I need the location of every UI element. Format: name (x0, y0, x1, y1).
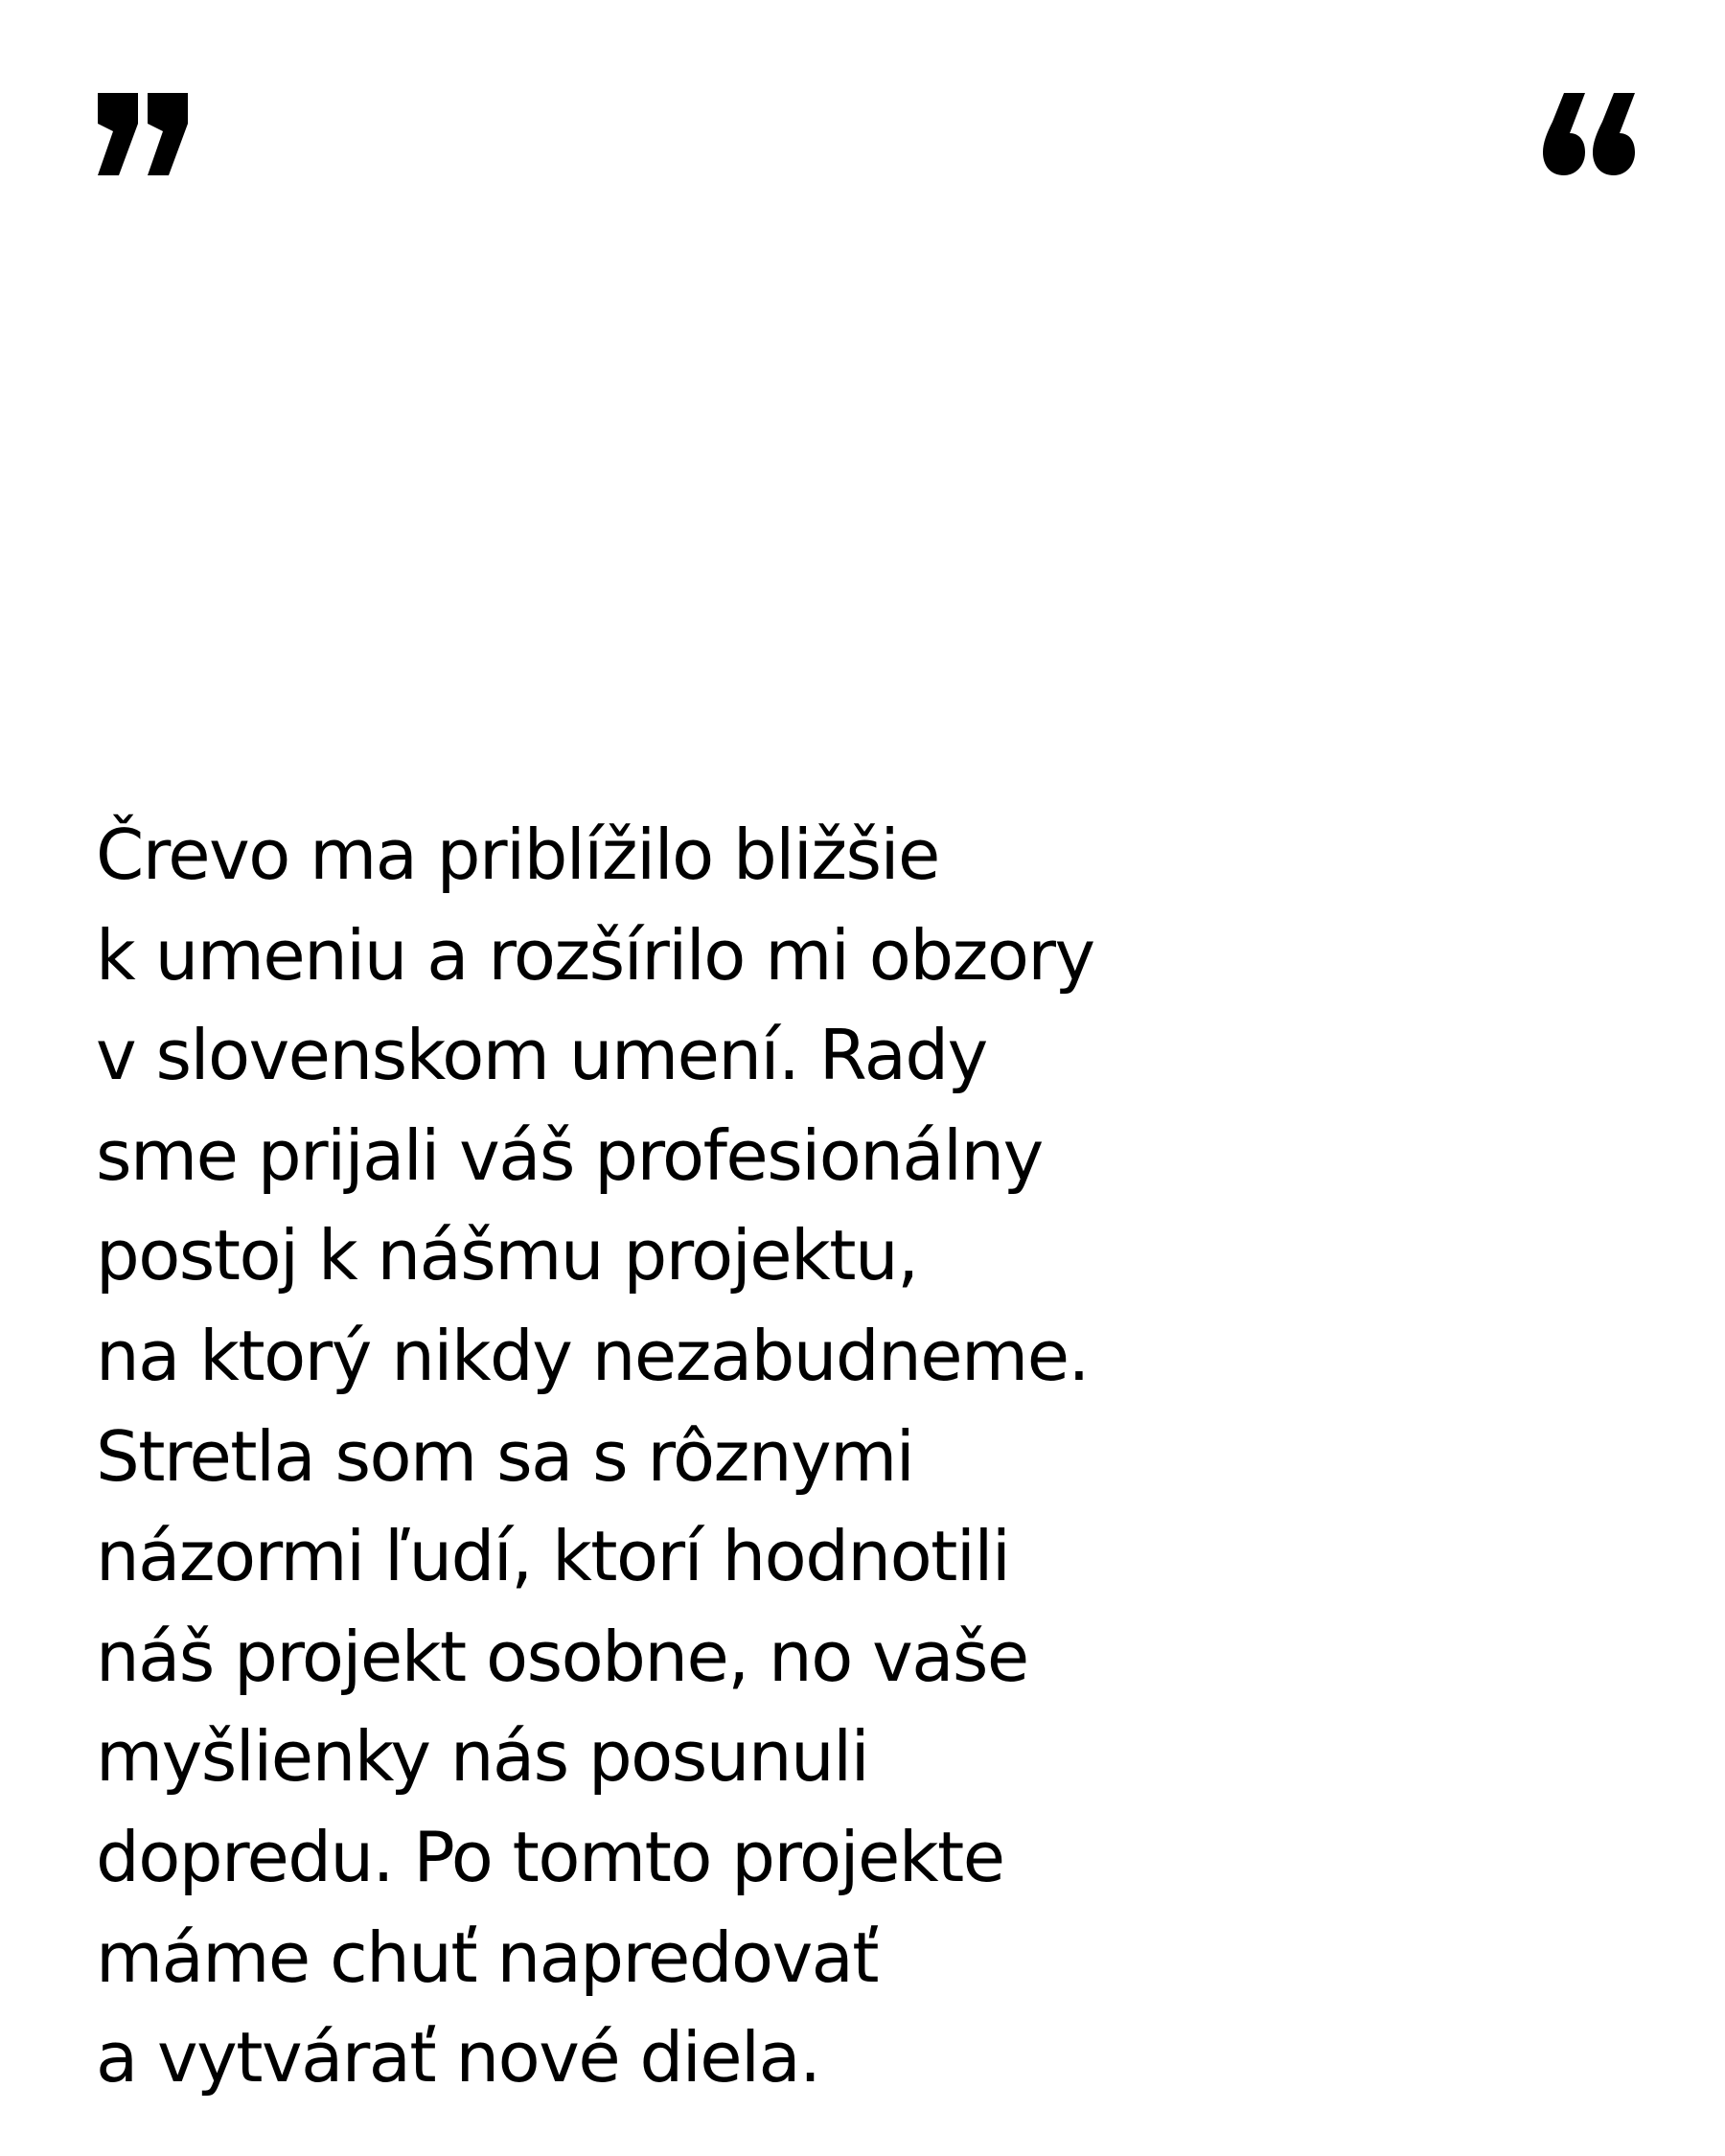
quote-line: dopredu. Po tomto projekte (96, 1816, 1004, 1897)
testimonial-quote (96, 805, 1246, 2108)
quote-line: na ktorý nikdy nezabudneme. (96, 1315, 1089, 1396)
quote-line: názormi ľudí, ktorí hodnotili (96, 1516, 1010, 1597)
quote-line: máme chuť napredovať (96, 1916, 879, 1998)
opening-double-quote-icon (1541, 91, 1637, 177)
quote-line: náš projekt osobne, no vaše (96, 1616, 1028, 1697)
quote-line: sme prijali váš profesionálny (96, 1114, 1043, 1196)
quote-line: v slovenskom umení. Rady (96, 1015, 987, 1096)
quote-line: postoj k nášmu projektu, (96, 1215, 918, 1296)
quote-line: k umeniu a rozšírilo mi obzory (96, 914, 1094, 996)
quote-line: Črevo ma priblížilo bližšie (96, 814, 939, 895)
quote-line: myšlienky nás posunuli (96, 1716, 869, 1798)
quote-line: Stretla som sa s rôznymi (96, 1415, 914, 1497)
quote-line: a vytvárať nové diela. (96, 2017, 820, 2099)
closing-double-quote-icon (96, 91, 192, 177)
